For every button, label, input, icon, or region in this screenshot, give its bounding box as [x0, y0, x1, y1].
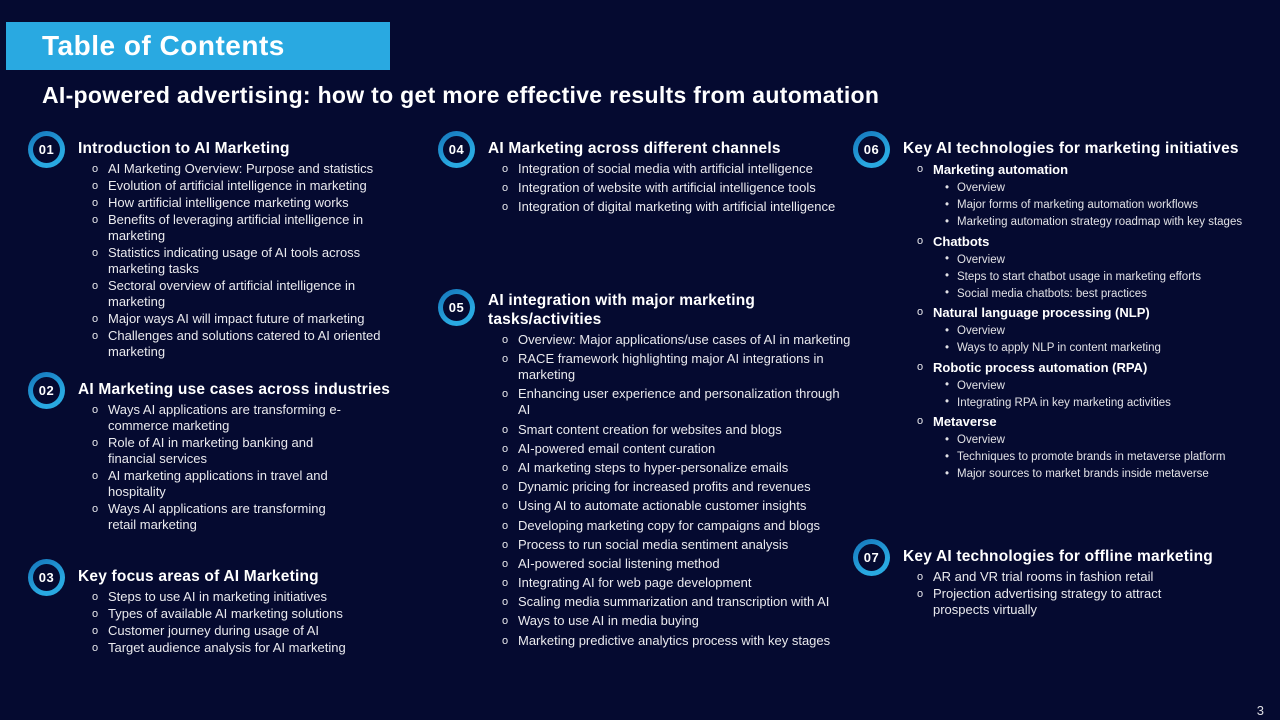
toc-subitem-list: [933, 433, 1242, 482]
toc-item: o Using AI to automate actionable customer insights: [501, 498, 853, 514]
toc-item-list: [903, 161, 1242, 482]
section-number: 01: [33, 136, 60, 163]
toc-item-list: [903, 569, 1213, 618]
toc-subitem-list: [933, 181, 1242, 230]
toc-item: o Major ways AI will impact future of marketing: [91, 311, 396, 327]
toc-subitem-list: [933, 324, 1242, 356]
section-number: 02: [33, 377, 60, 404]
toc-subitem: • Ways to apply NLP in content marketing: [945, 341, 1242, 356]
toc-item: [916, 304, 1242, 356]
section-number: 04: [443, 136, 470, 163]
toc-item: o AI marketing steps to hyper-personalize emails: [501, 460, 853, 476]
toc-item: o Ways AI applications are transforming retail marketing: [91, 501, 353, 533]
toc-subsection-label: Robotic process automation (RPA): [933, 359, 1148, 375]
toc-item: o Projection advertising strategy to attract prospects virtually: [916, 586, 1196, 618]
toc-subitem: • Major forms of marketing automation workflows: [945, 198, 1242, 213]
toc-subsection-label: Natural language processing (NLP): [933, 305, 1150, 320]
toc-item: o Process to run social media sentiment analysis: [501, 537, 853, 553]
toc-subitem: • Steps to start chatbot usage in marketing efforts: [945, 270, 1242, 285]
section-number-badge: [853, 539, 890, 576]
toc-section-04: [438, 131, 835, 219]
toc-item: o Target audience analysis for AI marketing: [91, 640, 346, 656]
toc-subitem: • Integrating RPA in key marketing activities: [945, 396, 1242, 411]
toc-item-list: [78, 402, 390, 533]
toc-item-list: [78, 589, 346, 656]
toc-section-06: [853, 131, 1242, 485]
toc-item: o Developing marketing copy for campaigns and blogs: [501, 518, 853, 534]
section-title: AI integration with major marketing tasks/activities: [488, 292, 756, 328]
section-number-badge: [853, 131, 890, 168]
section-title: Key AI technologies for marketing initiatives: [903, 140, 1239, 157]
toc-subitem-list: [933, 253, 1242, 302]
section-number: 05: [443, 294, 470, 321]
toc-item: o AI-powered social listening method: [501, 556, 853, 572]
toc-item: o Integrating AI for web page development: [501, 575, 853, 591]
toc-item: [916, 161, 1242, 230]
section-number-badge: [28, 559, 65, 596]
toc-item: o RACE framework highlighting major AI integrations in marketing: [501, 351, 853, 383]
toc-item: o Dynamic pricing for increased profits and revenues: [501, 479, 853, 495]
toc-item: o Customer journey during usage of AI: [91, 623, 346, 639]
toc-item-list: [488, 332, 853, 649]
section-title: Key AI technologies for offline marketing: [903, 548, 1213, 565]
toc-section-05: [438, 289, 853, 652]
toc-item: o Ways to use AI in media buying: [501, 613, 853, 629]
section-number-badge: [28, 131, 65, 168]
section-number-badge: [438, 289, 475, 326]
section-number: 03: [33, 564, 60, 591]
toc-item: [916, 413, 1242, 482]
toc-item: o Enhancing user experience and personalization through AI: [501, 386, 853, 418]
toc-item: o Scaling media summarization and transcription with AI: [501, 594, 853, 610]
toc-subitem: • Techniques to promote brands in metaverse platform: [945, 450, 1242, 465]
toc-item: o Integration of website with artificial intelligence tools: [501, 180, 835, 196]
toc-item: o Types of available AI marketing solutions: [91, 606, 346, 622]
slide-title-banner: [6, 22, 390, 70]
toc-item: o Sectoral overview of artificial intelligence in marketing: [91, 278, 396, 310]
toc-item: o Statistics indicating usage of AI tools across marketing tasks: [91, 245, 396, 277]
toc-section-07: [853, 539, 1213, 619]
toc-subitem: • Overview: [945, 324, 1242, 339]
toc-item: o Ways AI applications are transforming e-commerce marketing: [91, 402, 353, 434]
toc-item: o AR and VR trial rooms in fashion retail: [916, 569, 1196, 585]
section-number: 06: [858, 136, 885, 163]
section-number-badge: [438, 131, 475, 168]
toc-item: o Smart content creation for websites and blogs: [501, 422, 853, 438]
toc-subitem: • Overview: [945, 433, 1242, 448]
section-title: AI Marketing use cases across industries: [78, 381, 391, 398]
toc-subitem: • Overview: [945, 379, 1242, 394]
toc-item: o How artificial intelligence marketing works: [91, 195, 396, 211]
slide-subtitle: AI-powered advertising: how to get more effective results from automation: [42, 82, 880, 108]
toc-subsection-label: Metaverse: [933, 414, 997, 429]
toc-subsection-label: Marketing automation: [933, 162, 1069, 177]
toc-item: o Benefits of leveraging artificial intelligence in marketing: [91, 212, 396, 244]
toc-item: o Role of AI in marketing banking and financial services: [91, 435, 353, 467]
section-title: Key focus areas of AI Marketing: [78, 568, 319, 585]
section-number-badge: [28, 372, 65, 409]
toc-item: o AI-powered email content curation: [501, 441, 853, 457]
toc-subitem: • Overview: [945, 181, 1242, 196]
toc-item: o Challenges and solutions catered to AI oriented marketing: [91, 328, 396, 360]
toc-item: o Marketing predictive analytics process with key stages: [501, 633, 853, 649]
slide-title: Table of Contents: [42, 30, 285, 61]
toc-item: o AI marketing applications in travel and hospitality: [91, 468, 353, 500]
toc-item: o Evolution of artificial intelligence in marketing: [91, 178, 396, 194]
toc-item-list: [78, 161, 396, 360]
page-number: 3: [1256, 703, 1264, 718]
toc-subitem: • Marketing automation strategy roadmap with key stages: [945, 215, 1242, 230]
toc-item: o Overview: Major applications/use cases of AI in marketing: [501, 332, 853, 348]
toc-item: o Integration of social media with artificial intelligence: [501, 161, 835, 177]
section-number: 07: [858, 544, 885, 571]
toc-item-list: [488, 161, 835, 215]
toc-subitem: • Major sources to market brands inside metaverse: [945, 467, 1242, 482]
toc-subitem-list: [933, 379, 1242, 411]
toc-item: o Integration of digital marketing with artificial intelligence: [501, 199, 835, 215]
toc-section-02: [28, 372, 390, 534]
toc-item: [916, 359, 1242, 411]
section-title: Introduction to AI Marketing: [78, 140, 290, 157]
toc-section-01: [28, 131, 396, 361]
toc-subitem: • Overview: [945, 253, 1242, 268]
toc-subitem: • Social media chatbots: best practices: [945, 287, 1242, 302]
toc-item: o Steps to use AI in marketing initiatives: [91, 589, 346, 605]
toc-item: o AI Marketing Overview: Purpose and statistics: [91, 161, 396, 177]
toc-subsection-label: Chatbots: [933, 233, 990, 249]
section-title: AI Marketing across different channels: [488, 140, 781, 157]
toc-section-03: [28, 559, 346, 657]
toc-item: [916, 233, 1242, 302]
